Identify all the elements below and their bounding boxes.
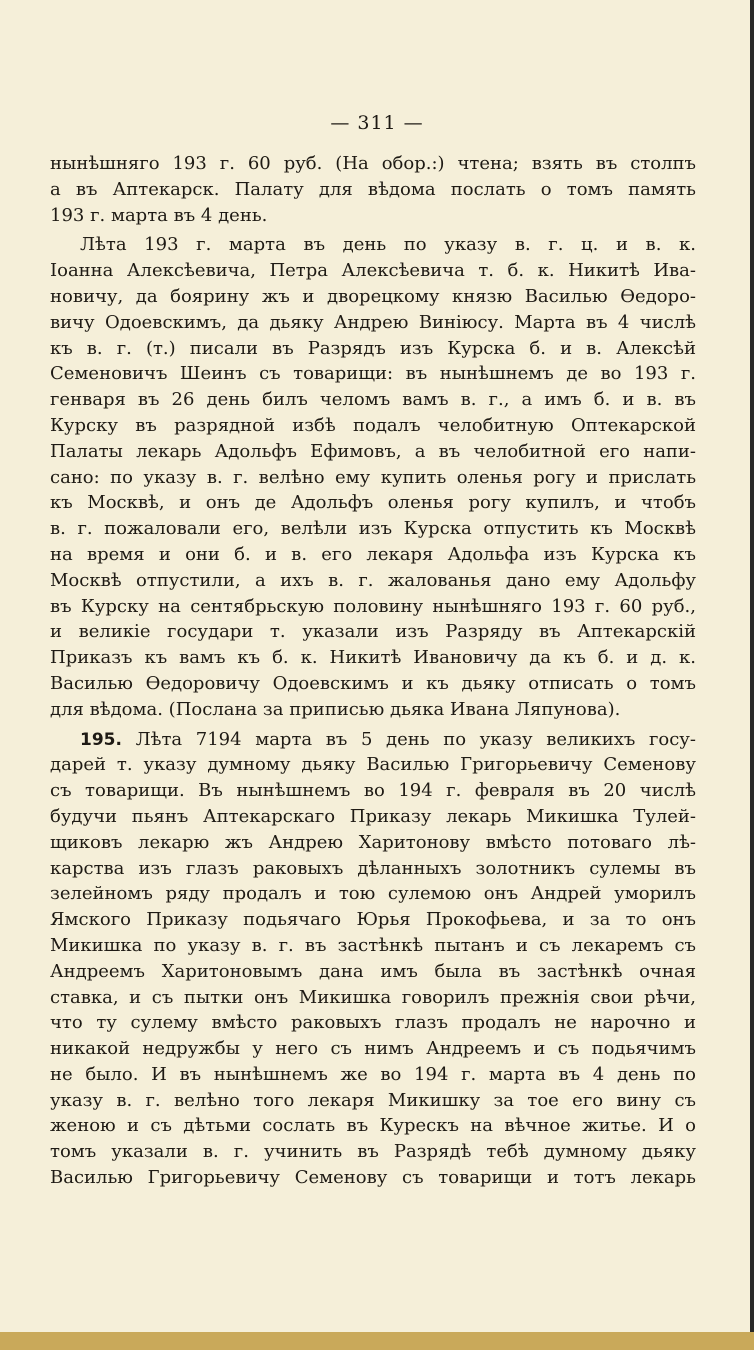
text-line: томъ указали в. г. учинить въ Разрядѣ тебѣ думному дьяку [50,1141,696,1163]
text-line: женою и съ дѣтьми сослать въ Курескъ на вѣчное житье. И о [50,1115,696,1137]
text-line: не было. И въ нынѣшнемъ же во 194 г. марта въ 4 день по [50,1063,696,1085]
text-line: вичу Одоевскимъ, да дьяку Андрею Виніюсу. Марта въ 4 числѣ [50,311,696,333]
text-line: карства изъ глазъ раковыхъ дѣланныхъ золотникъ сулемы въ [50,857,696,879]
text-line: Андреемъ Харитоновымъ дана имъ была въ застѣнкѣ очная [50,960,696,982]
text-line: никакой недружбы у него съ нимъ Андреемъ и съ подьячимъ [50,1038,696,1060]
text-line: и великіе государи т. указали изъ Разряду въ Аптекарскій [50,621,696,643]
page-edge-shadow [750,0,754,1350]
text-line: что ту сулему вмѣсто раковыхъ глазъ продалъ не нарочно и [50,1012,696,1034]
text-line: Семеновичъ Шеинъ съ товарищи: въ нынѣшнемъ де во 193 г. [50,363,696,385]
text-line: в. г. пожаловали его, велѣли изъ Курска отпустить къ Москвѣ [50,518,696,540]
text-line: щиковъ лекарю жъ Андрею Харитонову вмѣсто потоваго лѣ- [50,831,696,853]
document-number: 195. [80,729,122,750]
paragraph-2 [50,232,696,722]
text-line: въ Курску на сентябрьскую половину нынѣшняго 193 г. 60 руб., [50,595,696,617]
text-line: дарей т. указу думному дьяку Василью Григорьевичу Семенову [50,754,696,776]
text-line: Лѣта 193 г. марта въ день по указу в. г. ц. и в. к. [80,234,696,256]
page-number: — 311 — [330,112,424,134]
text-line: къ Москвѣ, и онъ де Адольфъ оленья рогу купилъ, и чтобъ [50,492,696,514]
text-line: ставка, и съ пытки онъ Микишка говорилъ прежнія свои рѣчи, [50,986,696,1008]
text-line [50,727,696,753]
bottom-edge-band [0,1332,754,1350]
text-line: сано: по указу в. г. велѣно ему купить оленья рогу и прислать [50,466,696,488]
text-line: на время и они б. и в. его лекаря Адольфа изъ Курска къ [50,543,696,565]
text-line-content: Лѣта 7194 марта въ 5 день по указу великихъ госу- [135,728,696,750]
text-line: съ товарищи. Въ нынѣшнемъ во 194 г. февраля въ 20 числѣ [50,780,696,802]
text-line: а въ Аптекарск. Палату для вѣдома послать о томъ память [50,178,696,200]
text-line: новичу, да боярину жъ и дворецкому князю Василью Ѳедоро- [50,285,696,307]
paragraph-3 [50,727,696,1191]
text-line: къ в. г. (т.) писали въ Разрядъ изъ Курска б. и в. Алексѣй [50,337,696,359]
text-line: 193 г. марта въ 4 день. [50,204,268,226]
text-line: зелейномъ ряду продалъ и тою сулемою онъ Андрей уморилъ [50,883,696,905]
text-line: Іоанна Алексѣевича, Петра Алексѣевича т. б. к. Никитѣ Ива- [50,260,696,282]
text-line: Василью Ѳедоровичу Одоевскимъ и къ дьяку отписать о томъ [50,672,696,694]
text-line: Микишка по указу в. г. въ застѣнкѣ пытанъ и съ лекаремъ съ [50,934,696,956]
text-line: Приказъ къ вамъ къ б. к. Никитѣ Ивановичу да къ б. и д. к. [50,647,696,669]
text-line: Москвѣ отпустили, а ихъ в. г. жалованья дано ему Адольфу [50,569,696,591]
text-line: генваря въ 26 день билъ челомъ вамъ в. г., а имъ б. и в. въ [50,389,696,411]
body-text [50,151,696,1191]
paragraph-1 [50,151,696,228]
text-line: Курску въ разрядной избѣ подалъ челобитную Оптекарской [50,414,696,436]
text-line: Палаты лекарь Адольфъ Ефимовъ, а въ челобитной его напи- [50,440,696,462]
text-line: для вѣдома. (Послана за приписью дьяка Ивана Ляпунова). [50,698,621,720]
text-line: Ямского Приказу подьячаго Юрья Прокофьева, и за то онъ [50,909,696,931]
text-line: указу в. г. велѣно того лекаря Микишку за тое его вину съ [50,1089,696,1111]
text-line: нынѣшняго 193 г. 60 руб. (На обор.:) чтена; взять въ столпъ [50,153,696,174]
text-line: будучи пьянъ Аптекарскаго Приказу лекарь Микишка Тулей- [50,805,696,827]
text-line: Василью Григорьевичу Семенову съ товарищи и тотъ лекарь [50,1167,696,1189]
